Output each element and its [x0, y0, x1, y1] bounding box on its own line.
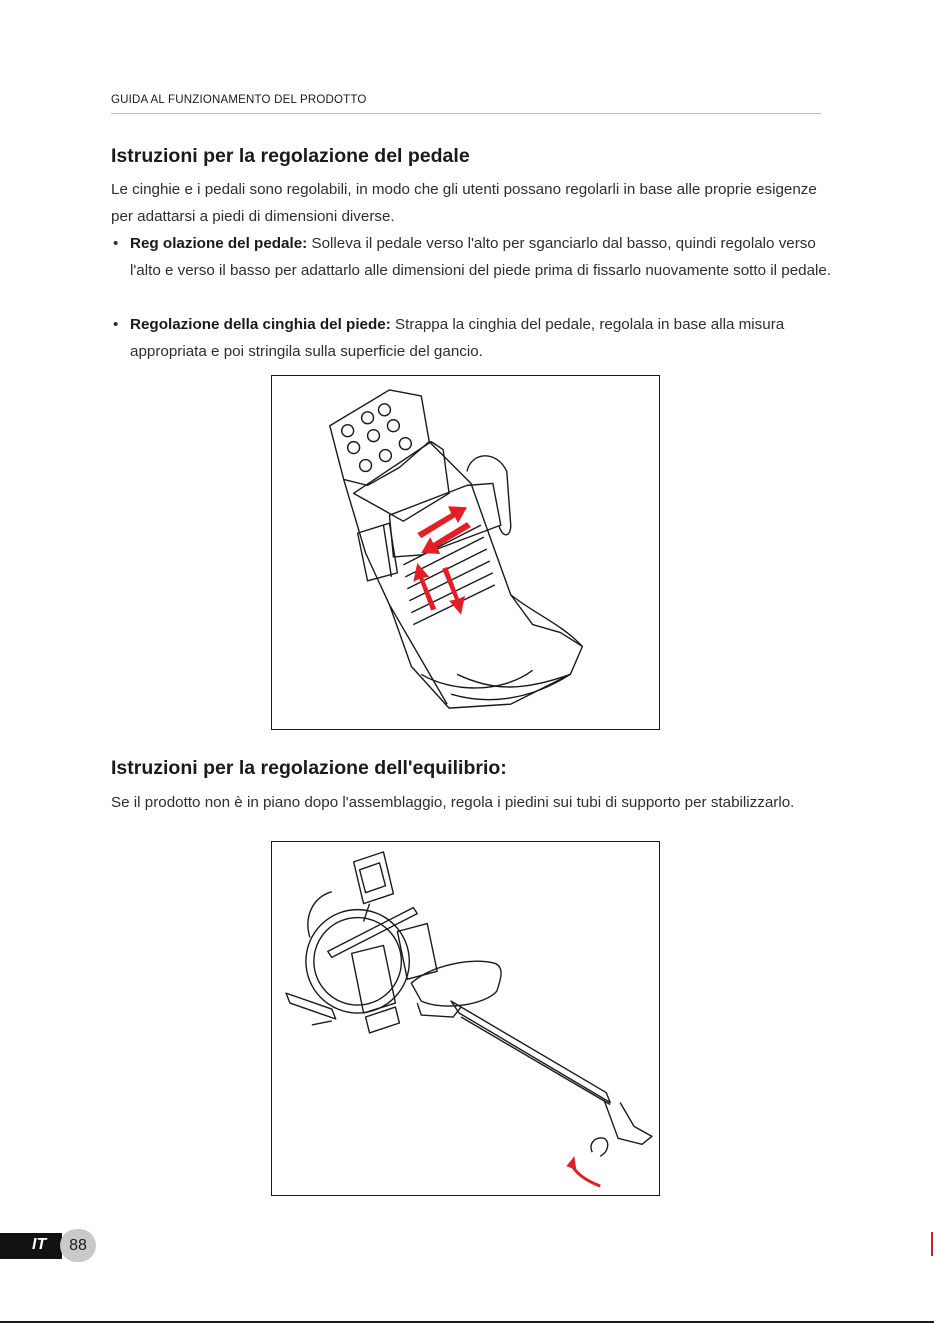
- bullet-dot: •: [113, 316, 119, 333]
- pedal-illustration: [272, 376, 659, 729]
- bullet-pedal-adjust: [113, 230, 842, 284]
- language-tab: [0, 1233, 62, 1259]
- page-number: 88: [60, 1229, 96, 1262]
- bullet-term: Reg olazione del pedale:: [130, 235, 308, 252]
- header-divider: [111, 113, 821, 114]
- edge-marker: [931, 1232, 933, 1256]
- bullet-dot: •: [113, 235, 119, 252]
- section-intro-pedal: Le cinghie e i pedali sono regolabili, in modo che gli utenti possano regolarli in base alle proprie esigenze per adattarsi a piedi di dimensioni diverse.: [111, 181, 817, 225]
- bullet-term: Regolazione della cinghia del piede:: [130, 316, 391, 333]
- section-title-pedal: Istruzioni per la regolazione del pedale: [111, 145, 470, 167]
- running-header: GUIDA AL FUNZIONAMENTO DEL PRODOTTO: [111, 94, 367, 106]
- bullet-text: Solleva il pedale verso l'alto per sganciarlo dal basso, quindi regolalo verso l'alto e verso il basso per adattarlo alle dimensioni del piede prima di fissarlo nuovamente sotto il pedale.: [130, 235, 832, 279]
- rower-figure: [271, 841, 660, 1196]
- language-code: IT: [32, 1236, 47, 1253]
- section-title-balance: Istruzioni per la regolazione dell'equilibrio:: [111, 757, 507, 779]
- bullet-strap-adjust: [113, 311, 842, 365]
- bullet-text: Strappa la cinghia del pedale, regolala in base alla misura appropriata e poi stringila sulla superficie del gancio.: [130, 316, 785, 360]
- rower-illustration: [272, 842, 659, 1195]
- section-intro-balance: Se il prodotto non è in piano dopo l'assemblaggio, regola i piedini sui tubi di supporto per stabilizzarlo.: [111, 794, 795, 811]
- pedal-figure: [271, 375, 660, 730]
